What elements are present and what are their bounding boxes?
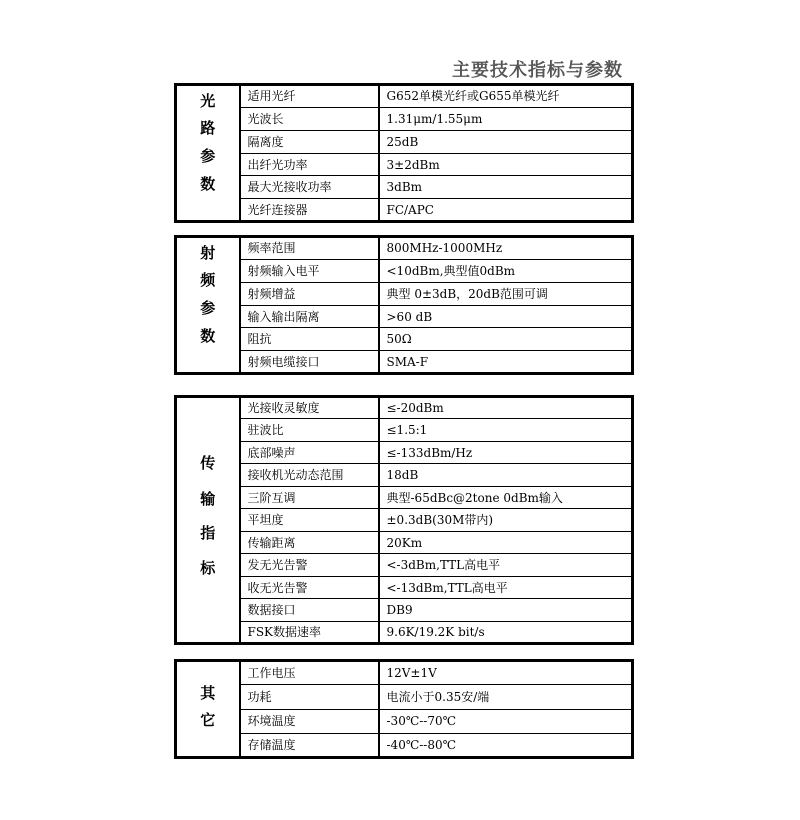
- table-row: [176, 441, 633, 463]
- param-name: 三阶互调: [240, 486, 379, 508]
- param-value: 12V±1V: [379, 661, 633, 685]
- table-row: [176, 397, 633, 419]
- section-label-char: 路: [200, 119, 216, 137]
- spec-table: [174, 83, 634, 223]
- param-value: -40℃--80℃: [379, 733, 633, 757]
- param-name: 传输距离: [240, 531, 379, 553]
- table-row: [176, 661, 633, 685]
- table-row: [176, 153, 633, 176]
- param-name: 存储温度: [240, 733, 379, 757]
- param-name: 驻波比: [240, 419, 379, 441]
- section-label-char: 传: [200, 454, 216, 472]
- table-row: [176, 621, 633, 644]
- section-label-char: 参: [200, 147, 216, 165]
- param-name: 隔离度: [240, 130, 379, 153]
- table-row: [176, 599, 633, 621]
- param-name: 最大光接收功率: [240, 176, 379, 199]
- table-row: [176, 486, 633, 508]
- table-row: [176, 259, 633, 282]
- param-name: 环境温度: [240, 709, 379, 733]
- param-value: 典型-65dBc@2tone 0dBm输入: [379, 486, 633, 508]
- param-value: 20Km: [379, 531, 633, 553]
- param-name: 出纤光功率: [240, 153, 379, 176]
- param-value: 25dB: [379, 130, 633, 153]
- param-name: 射频增益: [240, 282, 379, 305]
- param-name: 阻抗: [240, 328, 379, 351]
- param-name: FSK数据速率: [240, 621, 379, 644]
- table-row: [176, 282, 633, 305]
- param-value: 1.31μm/1.55μm: [379, 107, 633, 130]
- section-label-char: 其: [200, 684, 216, 702]
- param-name: 光接收灵敏度: [240, 397, 379, 419]
- param-name: 光波长: [240, 107, 379, 130]
- param-name: 光纤连接器: [240, 199, 379, 222]
- param-name: 底部噪声: [240, 441, 379, 463]
- param-value: 典型 0±3dB，20dB范围可调: [379, 282, 633, 305]
- param-name: 适用光纤: [240, 85, 379, 108]
- section-label-char: 指: [200, 524, 216, 542]
- table-row: [176, 107, 633, 130]
- param-value: SMA-F: [379, 351, 633, 374]
- section-label-char: 它: [200, 711, 216, 729]
- param-name: 发无光告警: [240, 554, 379, 576]
- page-title: 主要技术指标与参数: [452, 60, 623, 81]
- table-row: [176, 576, 633, 598]
- spec-table: [174, 659, 634, 759]
- table-row: [176, 237, 633, 260]
- spec-table: [174, 235, 634, 375]
- param-value: 9.6K/19.2K bit/s: [379, 621, 633, 644]
- param-name: 射频输入电平: [240, 259, 379, 282]
- param-value: >60 dB: [379, 305, 633, 328]
- table-row: [176, 328, 633, 351]
- section-label-char: 频: [200, 271, 216, 289]
- table-row: [176, 199, 633, 222]
- param-value: <-3dBm,TTL高电平: [379, 554, 633, 576]
- param-name: 接收机光动态范围: [240, 464, 379, 486]
- param-name: 数据接口: [240, 599, 379, 621]
- section-label: [176, 237, 240, 374]
- table-row: [176, 733, 633, 757]
- section-label-char: 光: [200, 92, 216, 110]
- param-value: 电流小于0.35安/端: [379, 685, 633, 709]
- table-row: [176, 464, 633, 486]
- param-value: -30℃--70℃: [379, 709, 633, 733]
- table-row: [176, 685, 633, 709]
- param-value: DB9: [379, 599, 633, 621]
- table-row: [176, 85, 633, 108]
- param-name: 平坦度: [240, 509, 379, 531]
- section-label-char: 数: [200, 327, 216, 345]
- param-value: 18dB: [379, 464, 633, 486]
- table-row: [176, 305, 633, 328]
- param-value: ≤-133dBm/Hz: [379, 441, 633, 463]
- section-label-char: 标: [200, 559, 216, 577]
- section-label-char: 射: [200, 244, 216, 262]
- section-label: [176, 397, 240, 644]
- param-name: 工作电压: [240, 661, 379, 685]
- param-value: <10dBm,典型值0dBm: [379, 259, 633, 282]
- param-name: 射频电缆接口: [240, 351, 379, 374]
- param-value: 800MHz-1000MHz: [379, 237, 633, 260]
- table-row: [176, 531, 633, 553]
- section-label: [176, 85, 240, 222]
- section-label-char: 参: [200, 299, 216, 317]
- table-row: [176, 554, 633, 576]
- table-row: [176, 176, 633, 199]
- table-row: [176, 509, 633, 531]
- param-value: ±0.3dB(30M带内): [379, 509, 633, 531]
- param-value: 3dBm: [379, 176, 633, 199]
- param-value: 50Ω: [379, 328, 633, 351]
- param-value: FC/APC: [379, 199, 633, 222]
- param-value: 3±2dBm: [379, 153, 633, 176]
- param-value: G652单模光纤或G655单模光纤: [379, 85, 633, 108]
- table-row: [176, 709, 633, 733]
- section-label-char: 输: [200, 490, 216, 508]
- table-row: [176, 419, 633, 441]
- param-name: 输入输出隔离: [240, 305, 379, 328]
- param-name: 频率范围: [240, 237, 379, 260]
- param-value: ≤-20dBm: [379, 397, 633, 419]
- param-value: <-13dBm,TTL高电平: [379, 576, 633, 598]
- param-name: 收无光告警: [240, 576, 379, 598]
- param-value: ≤1.5:1: [379, 419, 633, 441]
- table-row: [176, 130, 633, 153]
- spec-table: [174, 395, 634, 645]
- section-label: [176, 661, 240, 758]
- table-row: [176, 351, 633, 374]
- param-name: 功耗: [240, 685, 379, 709]
- section-label-char: 数: [200, 175, 216, 193]
